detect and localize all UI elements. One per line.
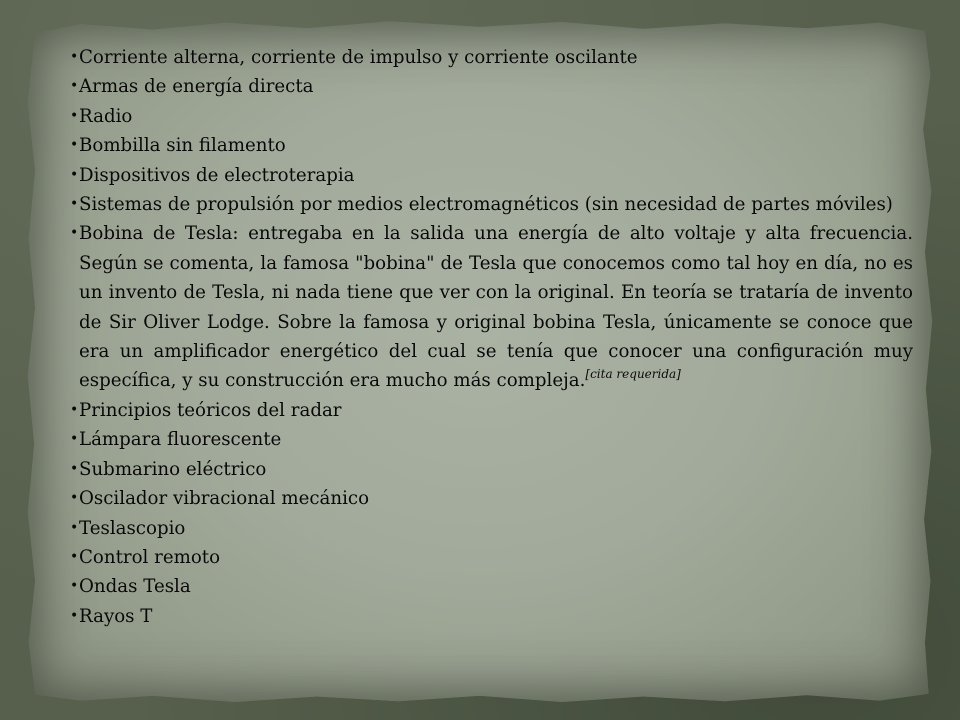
bullet-item [70, 543, 913, 572]
bullet-text: Corriente alterna, corriente de impulso y corriente oscilante [79, 47, 638, 68]
bullet-text: Bobina de Tesla: entregaba en la salida una energía de alto voltaje y alta frecuencia. Según se comenta, la famosa "bobina" de Tesla que conocemos como tal hoy en día, no es un invento de Tesla, ni nada tiene que ver con la original. En teoría se trataría de invento de Sir Oliver Lodge. Sobre la famosa y original bobina Tesla, únicamente se conoce que era un amplificador energético del cual se tenía que conocer una configuración muy específica, y su construcción era mucho más compleja. [79, 223, 913, 392]
bullet-item [70, 514, 913, 543]
bullet-text: Teslascopio [79, 517, 186, 539]
bullet-list [70, 43, 913, 631]
bullet-item [70, 455, 913, 484]
bullet-item [70, 131, 913, 160]
bullet-item [70, 161, 913, 190]
bullet-text: Rayos T [79, 605, 153, 627]
citation-needed-link[interactable]: [cita requerida] [585, 367, 681, 382]
bullet-item [70, 102, 913, 131]
bullet-item [70, 43, 913, 72]
bullet-text: Control remoto [79, 546, 221, 568]
bullet-item [70, 425, 913, 454]
bullet-item [70, 72, 913, 101]
bullet-text: Dispositivos de electroterapia [79, 164, 355, 186]
bullet-item [70, 190, 913, 219]
bullet-item [70, 484, 913, 513]
bullet-text: Submarino eléctrico [79, 458, 267, 480]
bullet-text: Armas de energía directa [79, 76, 314, 98]
bullet-item [70, 396, 913, 425]
bullet-text: Principios teóricos del radar [79, 399, 342, 421]
bullet-item [70, 219, 913, 395]
bullet-text: Ondas Tesla [79, 576, 191, 598]
bullet-item [70, 572, 913, 601]
bullet-text: Bombilla sin filamento [79, 135, 286, 157]
bullet-text: Radio [79, 105, 133, 127]
bullet-text: Sistemas de propulsión por medios electromagnéticos (sin necesidad de partes móviles) [79, 194, 893, 216]
bullet-item [70, 602, 913, 631]
bullet-text: Lámpara fluorescente [79, 429, 282, 451]
bullet-text: Oscilador vibracional mecánico [79, 488, 370, 510]
